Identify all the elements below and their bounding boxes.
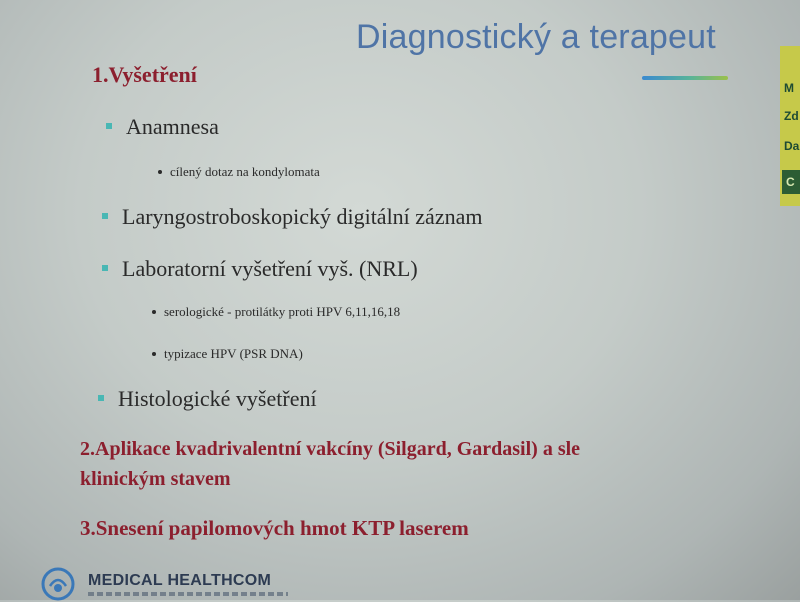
bullet-square-icon	[98, 395, 104, 401]
side-item-3: Da	[784, 139, 800, 153]
item-laryngo	[122, 204, 482, 230]
item-anamnesa-label: Anamnesa	[126, 114, 219, 139]
item-anamnesa	[126, 114, 219, 140]
footer-logo	[40, 562, 280, 600]
bullet-square-icon	[102, 213, 108, 219]
bullet-dot-icon	[152, 352, 156, 356]
sub-item-anamnesa-label: cílený dotaz na kondylomata	[170, 164, 320, 179]
bullet-dot-icon	[152, 310, 156, 314]
section-1-heading: 1.Vyšetření	[92, 62, 197, 87]
logo-text: MEDICAL HEALTHCOM	[88, 572, 272, 589]
section-3-heading: 3.Snesení papilomových hmot KTP laserem	[80, 516, 469, 540]
sub-item-lab-typing	[164, 346, 303, 362]
side-panel	[780, 46, 800, 206]
side-item-2: Zd	[784, 109, 799, 123]
logo-subtitle-illegible	[88, 592, 288, 596]
sub-item-lab-serology-label: serologické - protilátky proti HPV 6,11,16,18	[164, 304, 401, 319]
bullet-dot-icon	[158, 170, 162, 174]
sub-item-lab-serology	[164, 304, 400, 320]
sub-item-anamnesa	[170, 164, 320, 180]
item-lab	[122, 256, 418, 282]
item-lab-label: Laboratorní vyšetření vyš. (NRL)	[122, 256, 418, 281]
sub-item-lab-typing-label: typizace HPV (PSR DNA)	[164, 346, 303, 361]
side-item-1: M	[784, 81, 794, 95]
bullet-square-icon	[102, 265, 108, 271]
side-item-4: C	[782, 170, 800, 194]
bullet-square-icon	[106, 123, 112, 129]
item-histo	[118, 386, 317, 412]
medical-healthcom-logo-icon	[40, 566, 76, 602]
item-laryngo-label: Laryngostroboskopický digitální záznam	[122, 204, 483, 229]
title-underline	[642, 76, 728, 80]
section-2-line-2: klinickým stavem	[80, 468, 231, 490]
section-2-line-1: 2.Aplikace kvadrivalentní vakcíny (Silgard, Gardasil) a sle	[80, 438, 581, 460]
item-histo-label: Histologické vyšetření	[118, 386, 317, 411]
slide-title: Diagnostický a terapeut	[356, 18, 716, 56]
